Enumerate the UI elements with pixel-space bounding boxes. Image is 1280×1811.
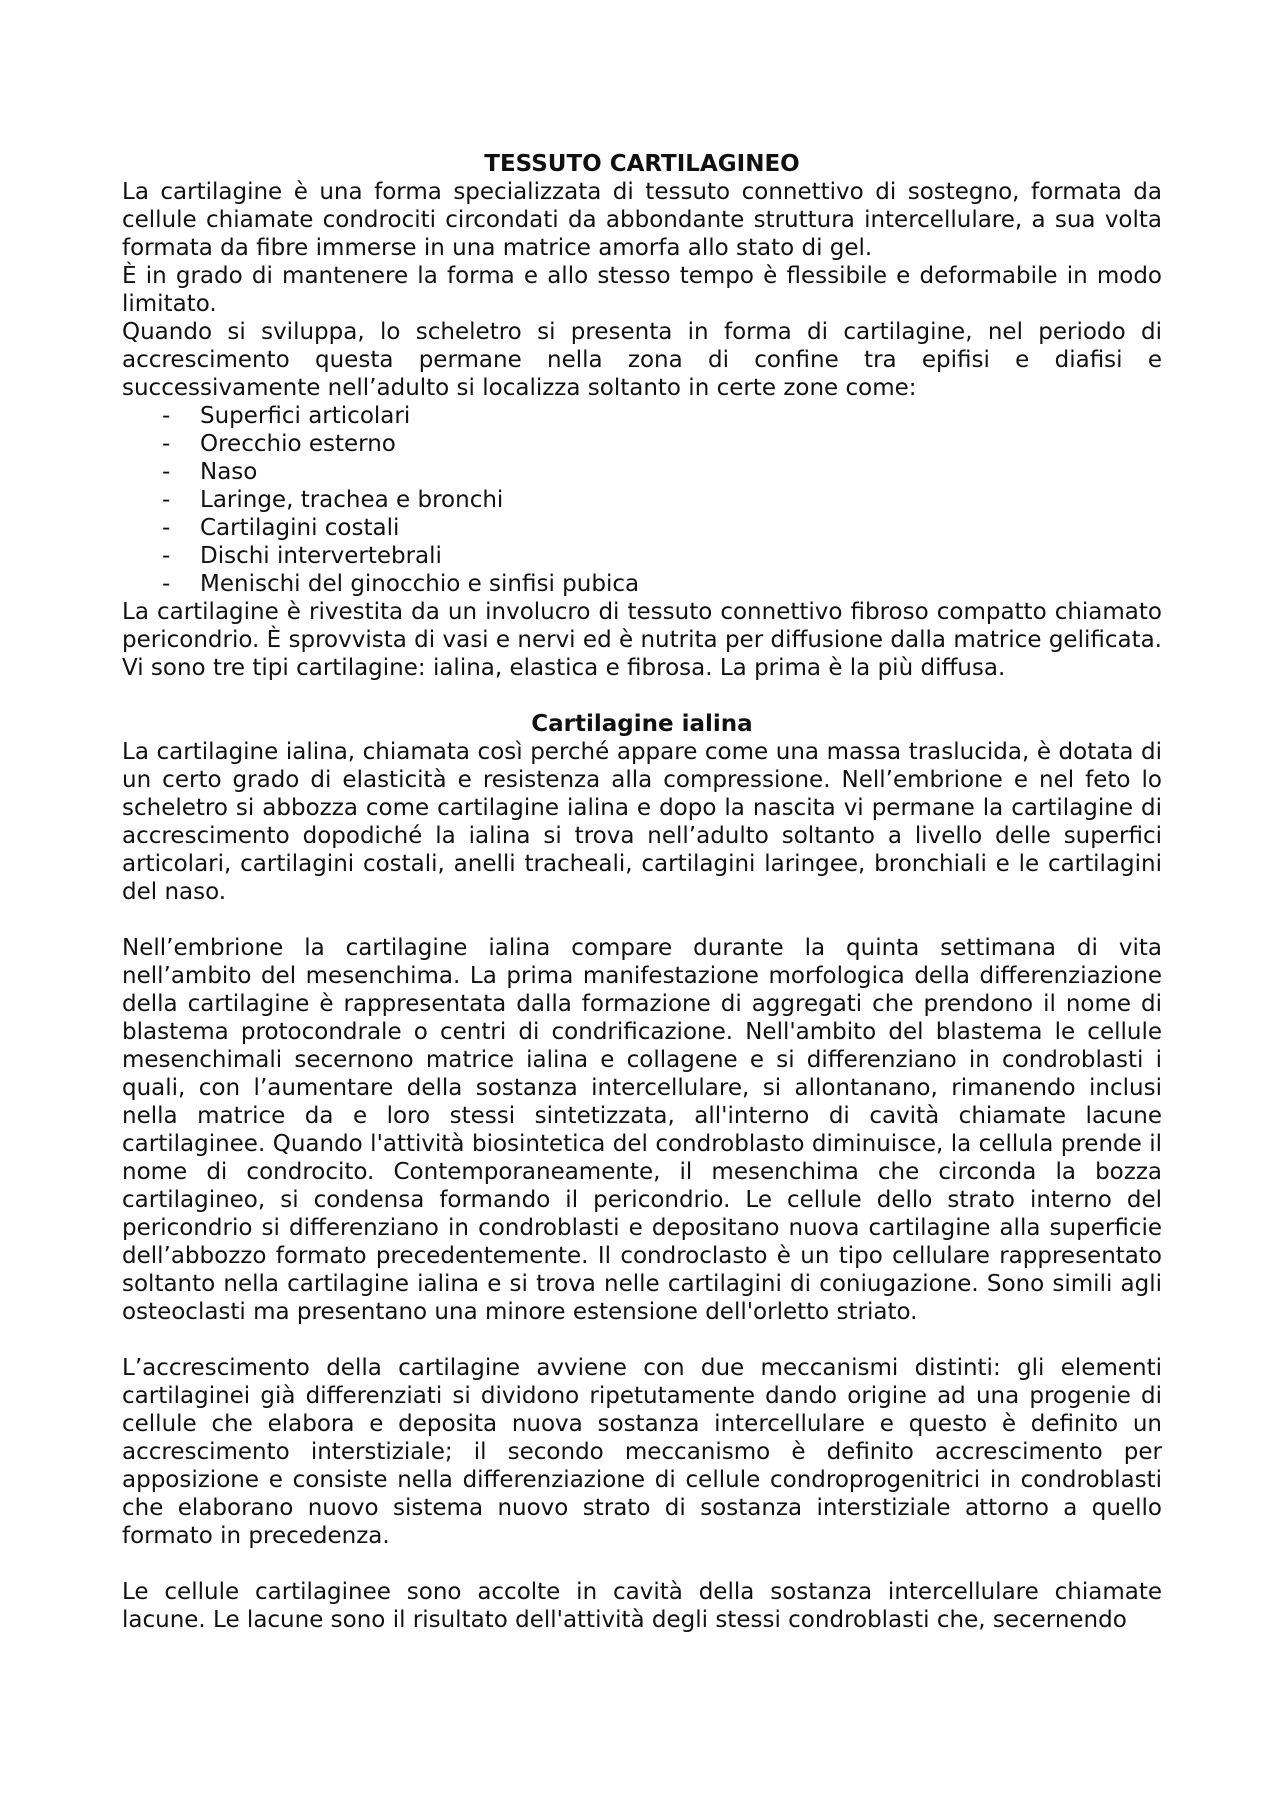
list-marker: - — [162, 571, 171, 597]
document-title: TESSUTO CARTILAGINEO — [484, 151, 800, 177]
paragraph-spacer — [122, 906, 1162, 934]
list-item — [122, 514, 1162, 542]
list-marker: - — [162, 431, 171, 457]
section-paragraph-1: La cartilagine ialina, chiamata così perché appare come una massa traslucida, è dotata di un certo grado di elasticità e resistenza alla compressione. Nell’embrione e nel feto lo scheletro si abbozza come cartilagine ialina e dopo la nascita vi permane la cartilagine di accrescimento dopodiché la ialina si trova nell’adulto soltanto a livello delle superfici articolari, cartilagini costali, anelli tracheali, cartilagini laringee, bronchiali e le cartilagini del naso. — [122, 739, 1162, 905]
intro-paragraph-1: La cartilagine è una forma specializzata di tessuto connettivo di sostegno, formata da cellule chiamate condrociti circondati da abbondante struttura intercellulare, a sua volta formata da fibre immerse in una matrice amorfa allo stato di gel. — [122, 179, 1162, 261]
list-item — [122, 430, 1162, 458]
list-item — [122, 570, 1162, 598]
list-item-text: Cartilagini costali — [200, 515, 400, 541]
list-item-text: Menischi del ginocchio e sinfisi pubica — [200, 571, 640, 597]
list-item-text: Naso — [200, 459, 258, 485]
list-marker: - — [162, 487, 171, 513]
list-marker: - — [162, 543, 171, 569]
section-spacer — [122, 682, 1162, 710]
paragraph-spacer — [122, 1326, 1162, 1354]
section-paragraph-2: Nell’embrione la cartilagine ialina compare durante la quinta settimana di vita nell’ambito del mesenchima. La prima manifestazione morfologica della differenziazione della cartilagine è rappresentata dalla formazione di aggregati che prendono il nome di blastema protocondrale o centri di condrificazione. Nell'ambito del blastema le cellule mesenchimali secernono matrice ialina e collagene e si differenziano in condroblasti i quali, con l’aumentare della sostanza intercellulare, si allontanano, rimanendo inclusi nella matrice da e loro stessi sintetizzata, all'interno di cavità chiamate lacune cartilaginee. Quando l'attività biosintetica del condroblasto diminuisce, la cellula prende il nome di condrocito. Contemporaneamente, il mesenchima che circonda la bozza cartilagineo, si condensa formando il pericondrio. Le cellule dello strato interno del pericondrio si differenziano in condroblasti e depositano nuova cartilagine alla superficie dell’abbozzo formato precedentemente. Il condroclasto è un tipo cellulare rappresentato soltanto nella cartilagine ialina e si trova nelle cartilagini di coniugazione. Sono simili agli osteoclasti ma presentano una minore estensione dell'orletto striato. — [122, 935, 1162, 1325]
list-item-text: Laringe, trachea e bronchi — [200, 487, 504, 513]
after-list-paragraph: La cartilagine è rivestita da un involucro di tessuto connettivo fibroso compatto chiamato pericondrio. È sprovvista di vasi e nervi ed è nutrita per diffusione dalla matrice gelificata. Vi sono tre tipi cartilagine: ialina, elastica e fibrosa. La prima è la più diffusa. — [122, 599, 1162, 681]
list-marker: - — [162, 459, 171, 485]
list-item — [122, 486, 1162, 514]
list-marker: - — [162, 515, 171, 541]
paragraph-spacer — [122, 1550, 1162, 1578]
locations-list — [122, 402, 1162, 598]
intro-paragraph-2: È in grado di mantenere la forma e allo stesso tempo è flessibile e deformabile in modo limitato. — [122, 263, 1162, 317]
list-marker: - — [162, 403, 171, 429]
list-item-text: Orecchio esterno — [200, 431, 396, 457]
list-item — [122, 458, 1162, 486]
list-item — [122, 402, 1162, 430]
list-item-text: Superfici articolari — [200, 403, 411, 429]
document-page — [122, 150, 1162, 1634]
list-item — [122, 542, 1162, 570]
section-paragraph-4: Le cellule cartilaginee sono accolte in cavità della sostanza intercellulare chiamate lacune. Le lacune sono il risultato dell'attività degli stessi condroblasti che, secernendo — [122, 1579, 1162, 1633]
section-paragraph-3: L’accrescimento della cartilagine avviene con due meccanismi distinti: gli elementi cartilaginei già differenziati si dividono ripetutamente dando origine ad una progenie di cellule che elabora e deposita nuova sostanza intercellulare e questo è definito un accrescimento interstiziale; il secondo meccanismo è definito accrescimento per apposizione e consiste nella differenziazione di cellule condroprogenitrici in condroblasti che elaborano nuovo sistema nuovo strato di sostanza interstiziale attorno a quello formato in precedenza. — [122, 1355, 1162, 1549]
section-title: Cartilagine ialina — [531, 711, 753, 737]
intro-paragraph-3: Quando si sviluppa, lo scheletro si presenta in forma di cartilagine, nel periodo di accrescimento questa permane nella zona di confine tra epifisi e diafisi e successivamente nell’adulto si localizza soltanto in certe zone come: — [122, 319, 1162, 401]
list-item-text: Dischi intervertebrali — [200, 543, 442, 569]
